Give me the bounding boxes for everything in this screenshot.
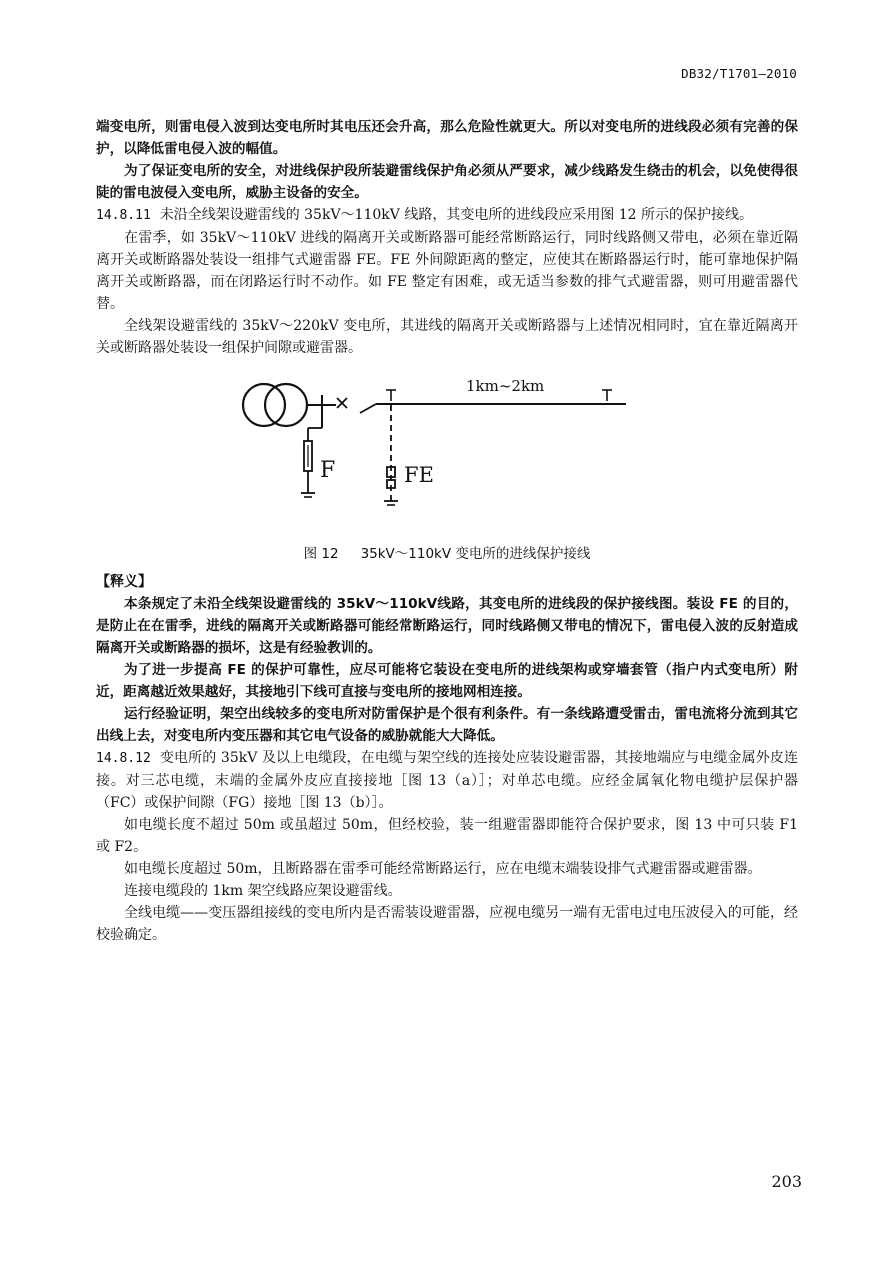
clause-number: 14.8.11: [96, 208, 151, 223]
figure-caption: [96, 543, 798, 565]
clause-lead: 变电所的 35kV 及以上电缆段，在电缆与架空线的连接处应装设避雷器，其接地端应与电缆金属外皮连接。对三芯电缆，末端的金属外皮应直接接地［图 13（a）］；对单芯电缆。应经金属氧化物电缆护层保护器（FC）或保护间隙（FG）接地［图 13（b）］。: [96, 750, 798, 811]
figure-12: [96, 365, 798, 543]
interpretation-p1: 本条规定了未沿全线架设避雷线的 35kV～110kV线路，其变电所的进线段的保护接线图。装设 FE 的目的，是防止在在雷季，进线的隔离开关或断路器可能经常断路运行，同时线路侧又带电的情况下，雷电侵入波的反射造成隔离开关或断路器的损坏，这是有经验教训的。: [96, 596, 798, 656]
label-fe: FE: [404, 463, 434, 487]
caption-title: 35kV～110kV 变电所的进线保护接线: [360, 546, 591, 562]
paragraph-top-1: 端变电所，则雷电侵入波到达变电所时其电压还会升高，那么危险性就更大。所以对变电所的进线段必须有完善的保护，以降低雷电侵入波的幅值。: [96, 119, 798, 157]
label-f: F: [320, 458, 336, 483]
clause-14-8-11-p1: 在雷季，如 35kV～110kV 进线的隔离开关或断路器可能经常断路运行，同时线路侧又带电，必须在靠近隔离开关或断路器处装设一组排气式避雷器 FE。FE 外间隙距离的整定，应使其在断路器运行时，能可靠地保护隔离开关或断路器，而在闭路运行时不动作。如 FE 整定有困难，或无适当参数的排气式避雷器，则可用避雷器代替。: [96, 230, 798, 312]
document-code: DB32/T1701—2010: [681, 66, 797, 81]
clause-14-8-12: [96, 747, 798, 814]
clause-14-8-12-p1: 如电缆长度不超过 50m 或虽超过 50m，但经校验，装一组避雷器即能符合保护要求，图 13 中可只装 F1 或 F2。: [96, 817, 798, 855]
body-text: [96, 116, 798, 946]
span-label: 1km~2km: [466, 377, 545, 395]
clause-lead: 未沿全线架设避雷线的 35kV～110kV 线路，其变电所的进线段应采用图 12 所示的保护接线。: [159, 207, 754, 223]
caption-number: 图 12: [303, 546, 339, 562]
interpretation-p2: 为了进一步提高 FE 的保护可靠性，应尽可能将它装设在变电所的进线架构或穿墙套管（指户内式变电所）附近，距离越近效果越好，其接地引下线可直接与变电所的接地网相连接。: [96, 662, 798, 700]
disconnector-blade: [360, 404, 376, 413]
clause-14-8-11: [96, 204, 798, 227]
interpretation-p3: 运行经验证明，架空出线较多的变电所对防雷保护是个很有利条件。有一条线路遭受雷击，雷电流将分流到其它出线上去，对变电所内变压器和其它电气设备的威胁就能大大降低。: [96, 706, 798, 744]
clause-14-8-12-p2: 如电缆长度超过 50m，且断路器在雷季可能经常断路运行，应在电缆末端装设排气式避雷器或避雷器。: [124, 861, 762, 877]
wiring-diagram: [236, 365, 636, 537]
clause-14-8-12-p4: 全线电缆——变压器组接线的变电所内是否需装设避雷器，应视电缆另一端有无雷电过电压波侵入的可能，经校验确定。: [96, 905, 798, 943]
page-number: 203: [771, 1172, 802, 1191]
paragraph-top-2: 为了保证变电所的安全，对进线保护段所装避雷线保护角必须从严要求，减少线路发生绕击的机会，以免使得很陡的雷电波侵入变电所，威胁主设备的安全。: [96, 163, 798, 201]
clause-14-8-12-p3: 连接电缆段的 1km 架空线路应架设避雷线。: [124, 883, 402, 899]
clause-number: 14.8.12: [96, 751, 151, 766]
interpretation-title: 【释义】: [96, 574, 152, 590]
clause-14-8-11-p2: 全线架设避雷线的 35kV～220kV 变电所，其进线的隔离开关或断路器与上述情况相同时，宜在靠近隔离开关或断路器处装设一组保护间隙或避雷器。: [96, 318, 798, 356]
